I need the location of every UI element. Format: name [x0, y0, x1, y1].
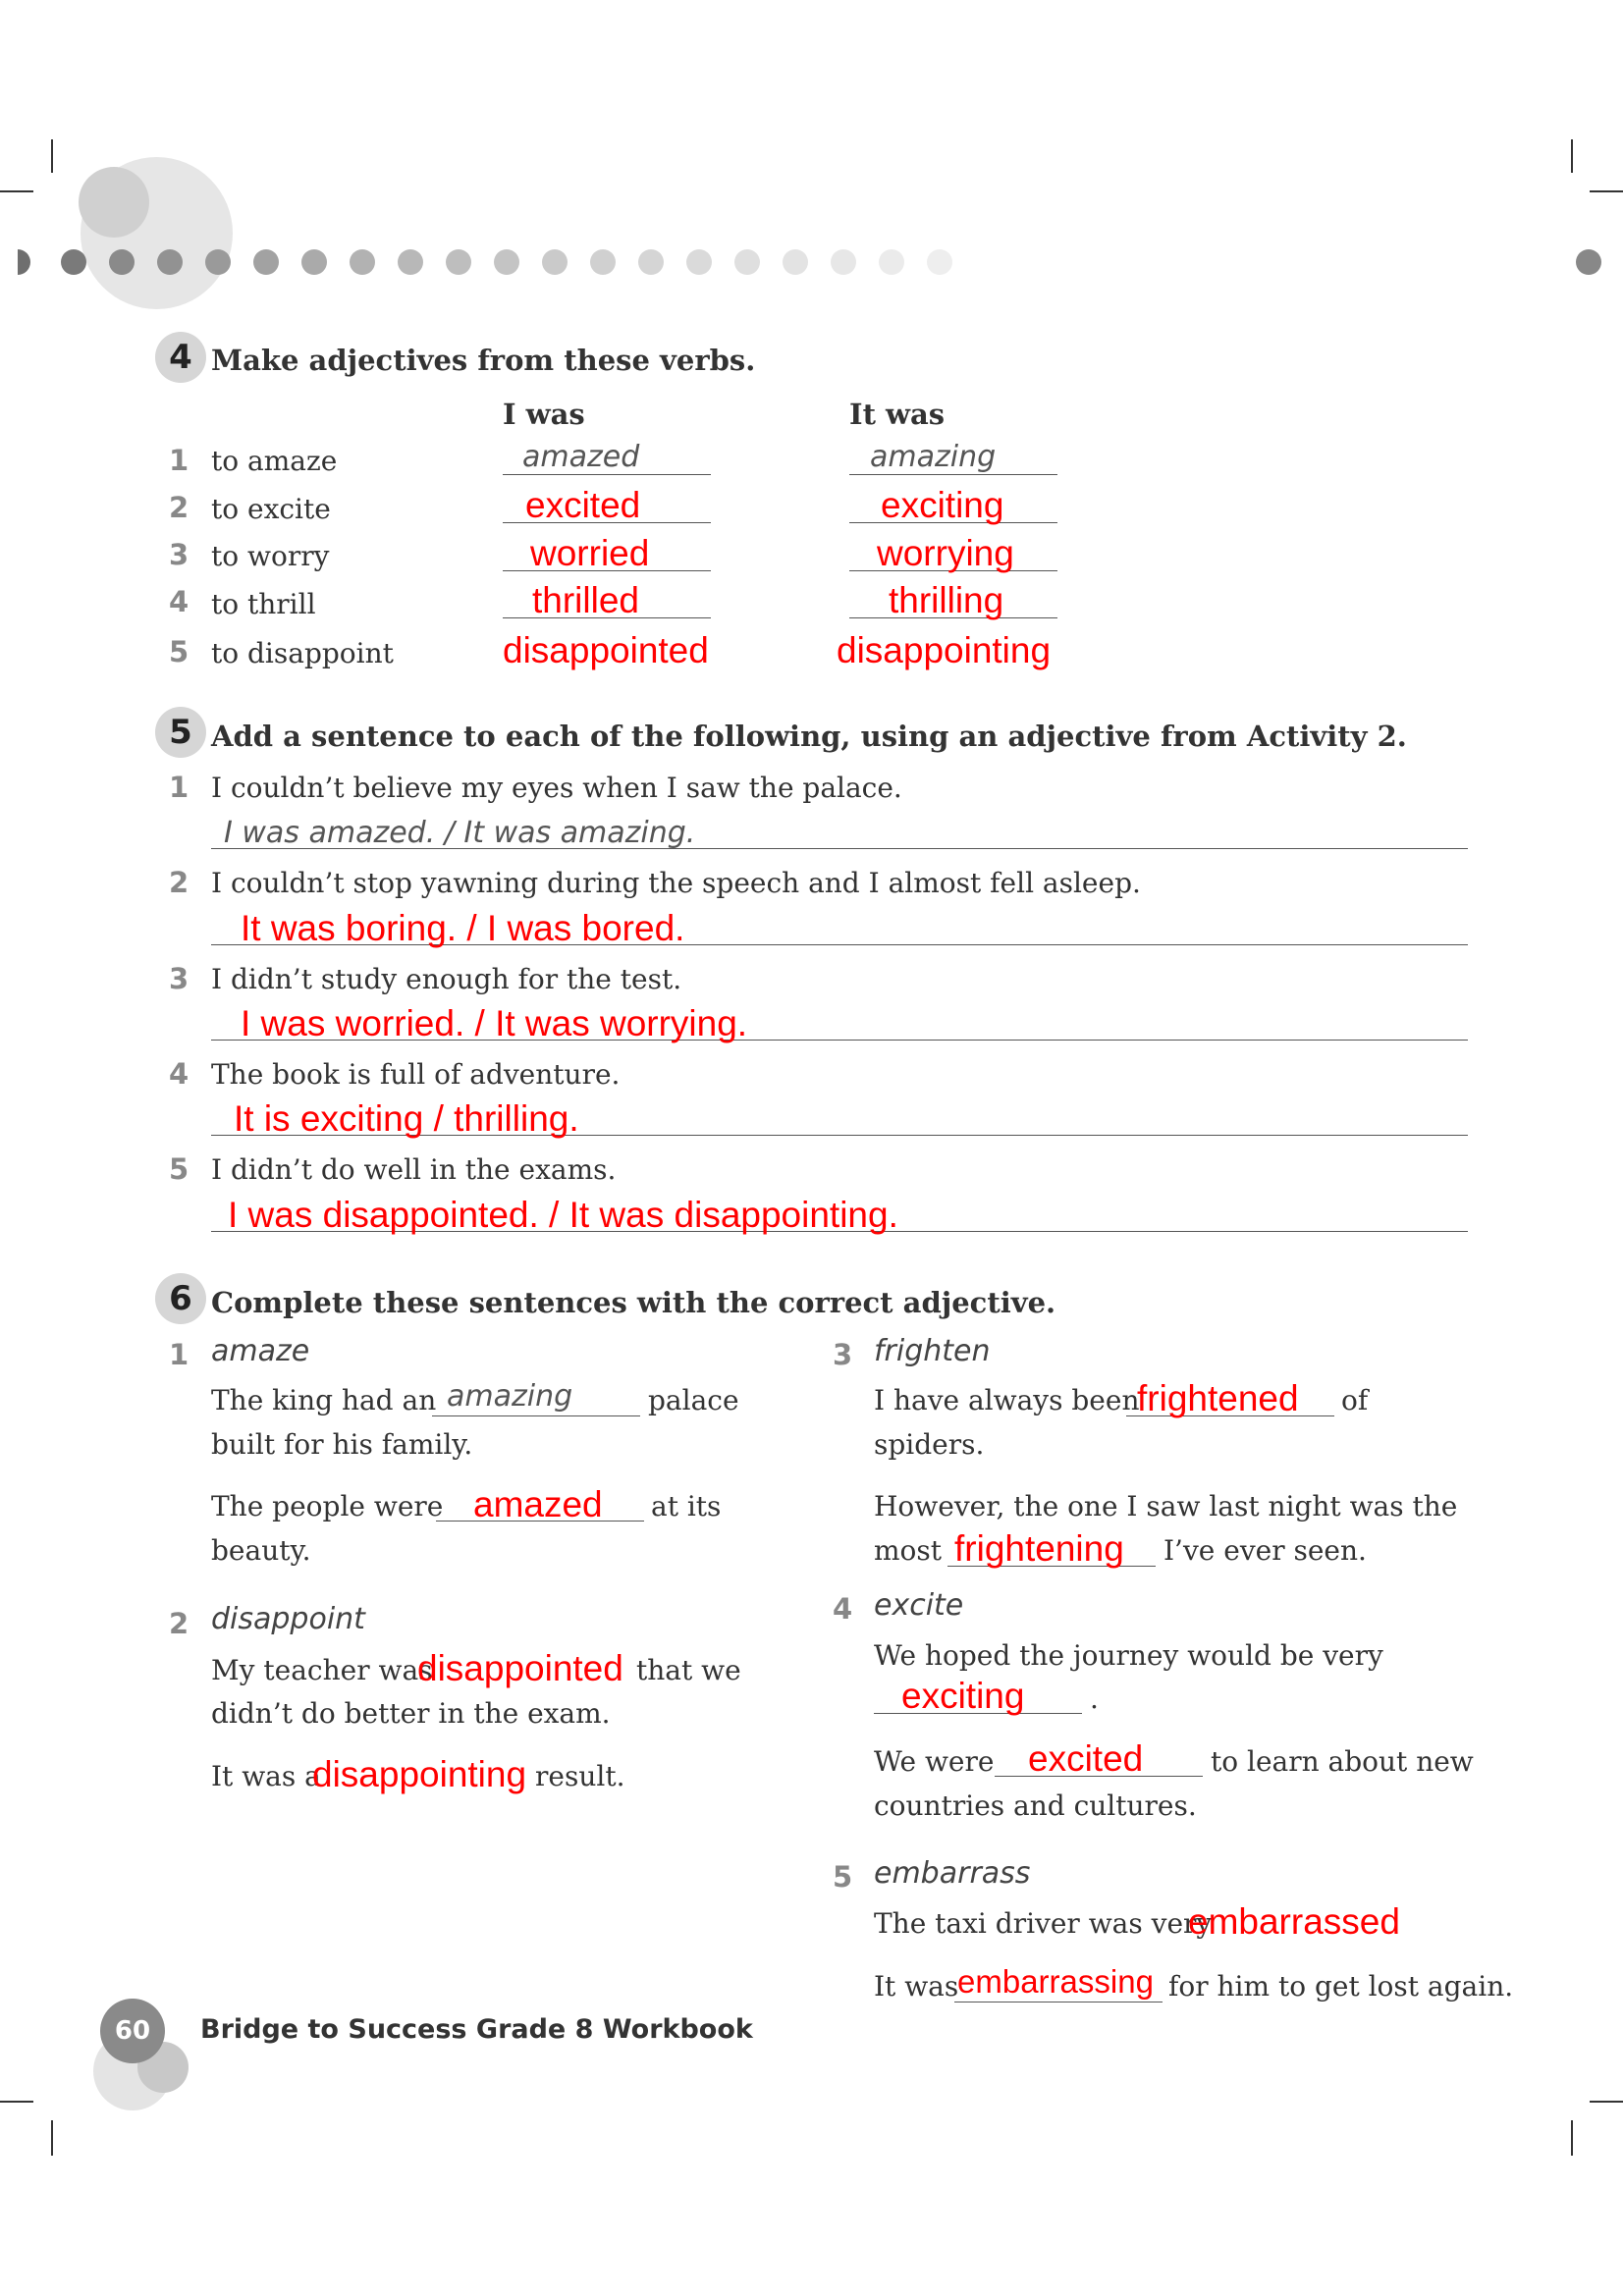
answer-text: embarrassing — [957, 1963, 1154, 2000]
sentence-text: most — [874, 1534, 943, 1567]
column-header-i-was: I was — [503, 398, 585, 431]
sentence-text: of — [1341, 1384, 1369, 1416]
sentence-text: at its — [651, 1490, 722, 1522]
crop-mark — [1590, 2101, 1623, 2103]
item-prompt: I didn’t study enough for the test. — [211, 963, 682, 995]
row-number: 4 — [169, 585, 189, 618]
item-number: 5 — [833, 1860, 853, 1894]
dot — [109, 249, 135, 275]
activity-4-heading: Make adjectives from these verbs. — [211, 344, 756, 377]
row-number: 1 — [169, 444, 189, 477]
sentence-text: spiders. — [874, 1428, 985, 1461]
activity-5-number: 5 — [169, 713, 192, 752]
crop-mark — [51, 2120, 53, 2156]
answer-text: frightened — [1137, 1378, 1299, 1418]
activity-4-number: 4 — [169, 338, 192, 377]
item-number: 4 — [833, 1592, 853, 1626]
dot-left-edge — [18, 249, 30, 275]
example-answer: amazing — [447, 1379, 573, 1414]
sentence-text: We were — [874, 1745, 995, 1778]
answer-text: disappointed — [417, 1648, 623, 1688]
verb-label: to amaze — [211, 445, 338, 477]
answer-text: thrilling — [889, 580, 1004, 620]
activity-5-badge — [155, 707, 206, 758]
example-answer: amazed — [522, 440, 640, 474]
dot — [350, 249, 375, 275]
sentence-text: beauty. — [211, 1534, 311, 1567]
column-header-it-was: It was — [849, 398, 946, 431]
sentence-text: . — [1090, 1682, 1099, 1715]
dot-right-edge — [1576, 249, 1601, 275]
dot — [686, 249, 712, 275]
sentence-text: didn’t do better in the exam. — [211, 1697, 611, 1730]
answer-text: disappointing — [837, 630, 1052, 670]
dot — [205, 249, 231, 275]
crop-mark — [51, 139, 53, 173]
item-prompt: I couldn’t stop yawning during the speech and I almost fell asleep. — [211, 867, 1141, 899]
sentence-text: I’ve ever seen. — [1163, 1534, 1367, 1567]
answer-text: amazed — [473, 1484, 603, 1524]
item-number: 1 — [169, 771, 189, 804]
page-number: 60 — [114, 2016, 151, 2046]
header-circle-small — [79, 167, 149, 238]
answer-text: frightening — [954, 1528, 1124, 1569]
dot — [927, 249, 952, 275]
item-prompt: The book is full of adventure. — [211, 1058, 621, 1091]
sentence-text: The taxi driver was very — [874, 1907, 1213, 1940]
activity-6-badge — [155, 1273, 206, 1324]
sentence-text: I have always been — [874, 1384, 1140, 1416]
activity-6-heading: Complete these sentences with the correct adjective. — [211, 1286, 1056, 1319]
sentence-text: countries and cultures. — [874, 1789, 1197, 1822]
sentence-text: It was — [874, 1970, 959, 2002]
example-answer: amazing — [870, 440, 997, 474]
crop-mark — [1571, 2120, 1573, 2156]
dot — [446, 249, 471, 275]
answer-line — [503, 474, 711, 475]
answer-text: worrying — [877, 533, 1014, 573]
dot — [879, 249, 904, 275]
item-prompt: I didn’t do well in the exams. — [211, 1153, 617, 1186]
answer-text: excited — [1028, 1738, 1144, 1779]
example-answer: I was amazed. / It was amazing. — [224, 816, 696, 850]
crop-mark — [1571, 139, 1573, 173]
item-verb: embarrass — [874, 1856, 1031, 1891]
verb-label: to disappoint — [211, 637, 394, 669]
sentence-text: for him to get lost again. — [1168, 1970, 1514, 2002]
answer-text: It was boring. / I was bored. — [241, 908, 685, 948]
book-title: Bridge to Success Grade 8 Workbook — [200, 2014, 753, 2045]
answer-text: disappointed — [503, 630, 709, 670]
dot — [783, 249, 808, 275]
item-verb: disappoint — [211, 1602, 365, 1636]
row-number: 2 — [169, 491, 189, 524]
item-prompt: I couldn’t believe my eyes when I saw the palace. — [211, 772, 902, 804]
item-verb: frighten — [874, 1334, 991, 1368]
answer-text: disappointing — [312, 1754, 527, 1794]
answer-text: exciting — [881, 485, 1004, 525]
item-verb: excite — [874, 1588, 964, 1623]
item-number: 1 — [169, 1338, 189, 1371]
answer-line — [432, 1415, 640, 1416]
page-number-badge — [100, 1999, 165, 2063]
activity-4-badge — [155, 332, 206, 383]
dot — [301, 249, 327, 275]
answer-text: I was disappointed. / It was disappointing. — [228, 1195, 898, 1235]
verb-label: to thrill — [211, 588, 316, 620]
item-number: 5 — [169, 1152, 189, 1186]
dot — [542, 249, 568, 275]
sentence-text: My teacher was — [211, 1654, 433, 1686]
row-number: 3 — [169, 538, 189, 571]
dot — [734, 249, 760, 275]
dot — [494, 249, 519, 275]
answer-text: It is exciting / thrilling. — [234, 1098, 579, 1139]
sentence-text: that we — [636, 1654, 741, 1686]
answer-text: embarrassed — [1188, 1901, 1400, 1942]
answer-text: exciting — [901, 1676, 1025, 1716]
sentence-text: palace — [648, 1384, 739, 1416]
item-number: 2 — [169, 1607, 189, 1640]
item-number: 3 — [833, 1338, 853, 1371]
item-number: 4 — [169, 1057, 189, 1091]
dot — [831, 249, 856, 275]
item-number: 2 — [169, 866, 189, 899]
sentence-text: to learn about new — [1211, 1745, 1474, 1778]
dot — [590, 249, 616, 275]
sentence-text: It was a — [211, 1760, 321, 1792]
item-verb: amaze — [211, 1334, 310, 1368]
answer-line — [849, 474, 1057, 475]
crop-mark — [0, 190, 33, 192]
activity-5-heading: Add a sentence to each of the following, using an adjective from Activity 2. — [211, 720, 1407, 753]
sentence-text: The king had an — [211, 1384, 437, 1416]
dot — [157, 249, 183, 275]
item-number: 3 — [169, 962, 189, 995]
dot — [398, 249, 423, 275]
sentence-text: We hoped the journey would be very — [874, 1639, 1383, 1672]
answer-text: excited — [525, 485, 641, 525]
dot — [61, 249, 86, 275]
dot — [638, 249, 664, 275]
activity-6-number: 6 — [169, 1279, 192, 1318]
row-number: 5 — [169, 635, 189, 668]
crop-mark — [1590, 190, 1623, 192]
verb-label: to worry — [211, 540, 330, 572]
sentence-text: result. — [535, 1760, 625, 1792]
dot — [253, 249, 279, 275]
verb-label: to excite — [211, 493, 331, 525]
answer-text: thrilled — [532, 580, 639, 620]
sentence-text: built for his family. — [211, 1428, 473, 1461]
sentence-text: However, the one I saw last night was the — [874, 1490, 1458, 1522]
answer-text: worried — [530, 533, 650, 573]
crop-mark — [0, 2101, 33, 2103]
answer-text: I was worried. / It was worrying. — [241, 1003, 748, 1043]
sentence-text: The people were — [211, 1490, 444, 1522]
